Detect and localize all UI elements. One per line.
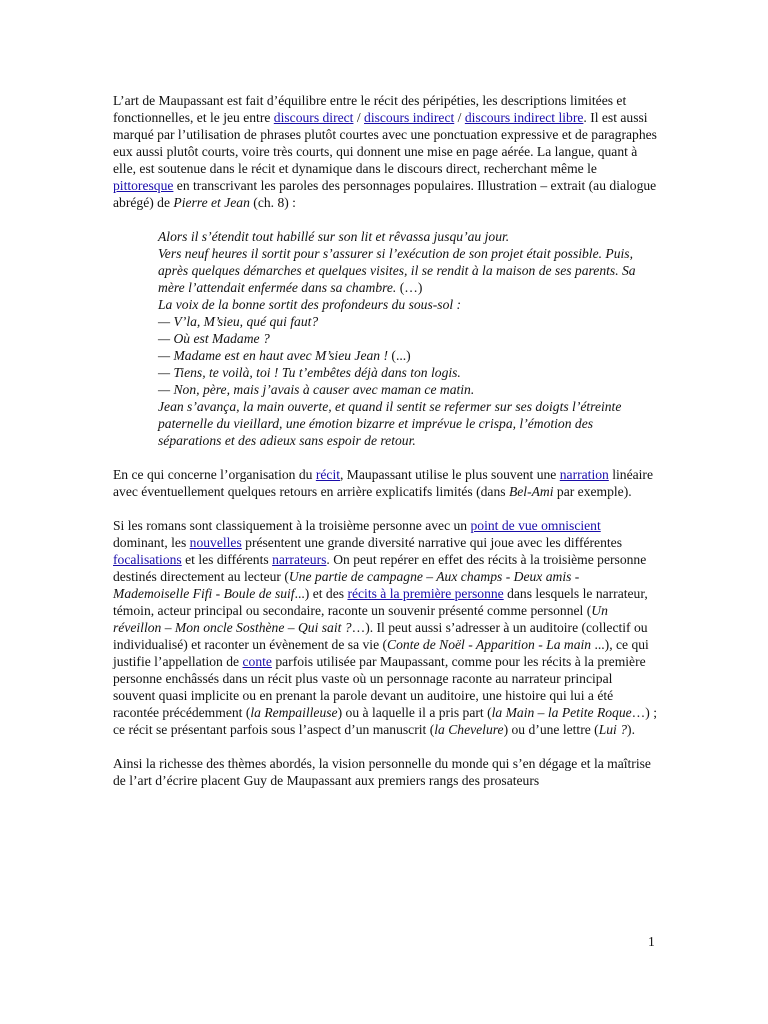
text: . On peut repérer en effet des récits à la troisième personne destinés directement au lecteur ( [113, 552, 647, 584]
quote-line [158, 245, 658, 296]
quote-line: — V’la, M’sieu, qué qui faut? [158, 314, 319, 329]
text: ...), ce qui justifie l’appellation de [113, 637, 649, 669]
text: L’art de Maupassant est fait d’équilibre entre le récit des péripéties, les descriptions limitées et fonctionnelles, et le jeu entre [113, 93, 627, 125]
ellipsis: (…) [396, 280, 423, 295]
text: , Maupassant utilise le plus souvent une [340, 467, 560, 482]
text: ). [627, 722, 635, 737]
link-discours-indirect[interactable]: discours indirect [364, 110, 455, 125]
text: …). Il peut aussi s’adresser à un auditoire (collectif ou individualisé) et raconter un évènement de sa vie ( [113, 620, 648, 652]
book-title: Pierre et Jean [173, 195, 250, 210]
text: ) ou à laquelle il a pris part ( [337, 705, 492, 720]
book-title: Bel-Ami [508, 484, 554, 499]
link-nouvelles[interactable]: nouvelles [189, 535, 242, 550]
link-recit[interactable]: récit [315, 467, 340, 482]
link-focalisations[interactable]: focalisations [113, 552, 182, 567]
quote-line [158, 347, 658, 364]
link-narrateurs[interactable]: narrateurs [272, 552, 327, 567]
quote-text: Vers neuf heures il sortit pour s’assurer si l’exécution de son projet était possible. Puis, après quelques démarches et quelques visites, il se rendit à la maison de ses parents. Sa mère l’attendait enfermée dans sa chambre. [158, 246, 636, 295]
text: linéaire avec éventuellement quelques retours en arrière explicatifs limités (dans [113, 467, 653, 499]
text: présentent une grande diversité narrative qui joue avec les différentes [241, 535, 622, 550]
book-title: Lui ? [598, 722, 628, 737]
book-title: la Main – la Petite Roque [491, 705, 632, 720]
text: ) ou d’une lettre ( [503, 722, 599, 737]
quotation-block [158, 228, 658, 449]
text: / [353, 110, 365, 125]
quote-line: — Où est Madame ? [158, 331, 270, 346]
link-recits-premiere-personne[interactable]: récits à la première personne [347, 586, 504, 601]
quote-line: — Tiens, te voilà, toi ! Tu t’embêtes déjà dans ton logis. [158, 365, 461, 380]
paragraph-conclusion [113, 755, 658, 789]
text: ...) et des [294, 586, 348, 601]
quote-line: — Non, père, mais j’avais à causer avec maman ce matin. [158, 382, 475, 397]
text: …) ; ce récit se présentant parfois sous l’aspect d’un manuscrit ( [113, 705, 657, 737]
link-pittoresque[interactable]: pittoresque [113, 178, 174, 193]
link-discours-direct[interactable]: discours direct [273, 110, 354, 125]
text: dans lesquels le narrateur, témoin, acteur principal ou secondaire, raconte un souvenir présenté comme personnel ( [113, 586, 648, 618]
paragraph-style [113, 92, 658, 211]
link-narration[interactable]: narration [559, 467, 609, 482]
text: Ainsi la richesse des thèmes abordés, la vision personnelle du monde qui s’en dégage et la maîtrise de l’art d’écrire placent Guy de Maupassant aux premiers rangs des prosateurs [113, 756, 651, 788]
quote-line: La voix de la bonne sortit des profondeurs du sous-sol : [158, 297, 462, 312]
link-discours-indirect-libre[interactable]: discours indirect libre [464, 110, 584, 125]
text: par exemple). [553, 484, 632, 499]
book-title: Conte de Noël - Apparition - La main [387, 637, 592, 652]
text: Si les romans sont classiquement à la troisième personne avec un [113, 518, 471, 533]
text: . Il est aussi marqué par l’utilisation de phrases plutôt courtes avec une ponctuation expressive et de paragraphes eux aussi plutôt courts, voire très courts, qui donnent une mise en page aérée. La langue, quant à elle, est soutenue dans le récit et dynamique dans le discours direct, recherchant même le [113, 110, 657, 176]
text: En ce qui concerne l’organisation du [113, 467, 316, 482]
paragraph-point-de-vue [113, 517, 658, 738]
book-title: Une partie de campagne – Aux champs - Deux amis - Mademoiselle Fifi - Boule de suif [113, 569, 580, 601]
text: et les différents [181, 552, 273, 567]
link-conte[interactable]: conte [242, 654, 272, 669]
text: parfois utilisée par Maupassant, comme pour les récits à la première personne enchâssés dans un récit plus vaste où un personnage raconte au narrateur principal souvent quasi implicite ou en prenant la parole devant un auditoire, une histoire qui lui a été racontée précédemment ( [113, 654, 646, 720]
text: (ch. 8) : [249, 195, 296, 210]
quote-line: Alors il s’étendit tout habillé sur son lit et rêvassa jusqu’au jour. [158, 229, 510, 244]
page-number: 1 [648, 934, 655, 949]
book-title: la Rempailleuse [250, 705, 338, 720]
quote-text: — Madame est en haut avec M’sieu Jean ! [158, 348, 389, 363]
book-title: la Chevelure [434, 722, 504, 737]
text: dominant, les [113, 535, 190, 550]
text: / [454, 110, 465, 125]
ellipsis: (...) [388, 348, 411, 363]
book-title: Un réveillon – Mon oncle Sosthène – Qui sait ? [113, 603, 608, 635]
quote-line: Jean s’avança, la main ouverte, et quand il sentit se refermer sur ses doigts l’étreinte paternelle du vieillard, une émotion bizarre et imprévue le crispa, l’émotion des séparations et des adieux sans espoir de retour. [158, 399, 622, 448]
paragraph-narration [113, 466, 658, 500]
link-point-de-vue-omniscient[interactable]: point de vue omniscient [470, 518, 601, 533]
text: en transcrivant les paroles des personnages populaires. Illustration – extrait (au dialogue abrégé) de [113, 178, 657, 210]
document-page [113, 92, 658, 806]
